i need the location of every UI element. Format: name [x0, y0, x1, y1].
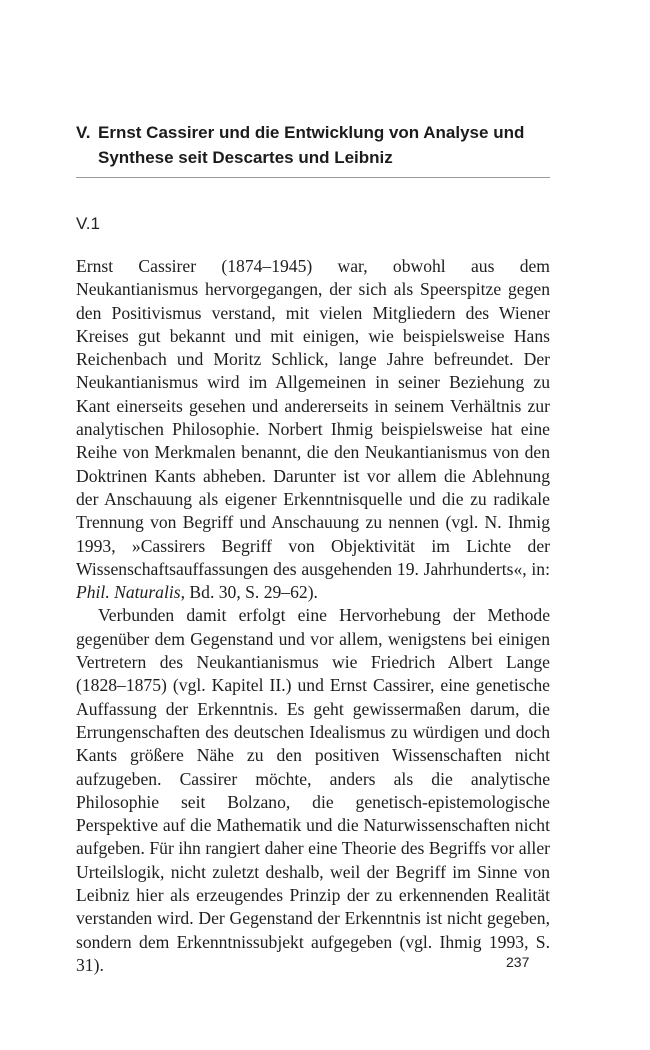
chapter-number: V.	[76, 123, 91, 142]
paragraph-1-citation-end: , Bd. 30, S. 29–62).	[180, 582, 318, 603]
body-text	[76, 255, 550, 977]
page-number: 237	[506, 954, 530, 970]
journal-title: Phil. Naturalis	[76, 582, 181, 603]
section-label: V.1	[76, 214, 100, 233]
chapter-title: Ernst Cassirer und die Entwicklung von Analyse und Synthese seit Descartes und Leibniz	[98, 123, 525, 167]
chapter-heading	[76, 120, 556, 170]
paragraph-1	[76, 255, 550, 604]
paragraph-2: Verbunden damit erfolgt eine Hervorhebung der Methode gegenüber dem Gegenstand und vor allem, wenigstens bei einigen Vertretern des Neukantianismus wie Friedrich Albert Lange (1828–1875) (vgl. Kapitel II.) und Ernst Cassirer, eine genetische Auffassung der Erkenntnis. Es geht gewissermaßen darum, die Errungenschaften des deutschen Idealismus zu würdigen und doch Kants größere Nähe zu den positiven Wissenschaften nicht aufzugeben. Cassirer möchte, anders als die analytische Philosophie seit Bolzano, die genetisch-epistemologische Perspektive auf die Mathematik und die Naturwissenschaften nicht aufgeben. Für ihn rangiert daher eine Theorie des Begriffs vor aller Urteilslogik, nicht zuletzt deshalb, weil der Begriff im Sinne von Leibniz hier als erzeugendes Prinzip der zu erkennenden Realität verstanden wird. Der Gegenstand der Erkenntnis ist nicht gegeben, sondern dem Erkenntnissubjekt aufgegeben (vgl. Ihmig 1993, S. 31).	[76, 605, 550, 975]
paragraph-1-text: Ernst Cassirer (1874–1945) war, obwohl aus dem Neukantianismus hervorgegangen, der sich als Speerspitze gegen den Positivismus verstand, mit vielen Mitgliedern des Wiener Kreises gut bekannt und mit einigen, wie beispielsweise Hans Reichenbach und Moritz Schlick, lange Jahre befreundet. Der Neukantianismus wird im Allgemeinen in seiner Beziehung zu Kant einerseits gesehen und andererseits in seinem Verhältnis zur analytischen Philosophie. Norbert Ihmig beispielsweise hat eine Reihe von Merkmalen benannt, die den Neukantianismus von den Doktrinen Kants abheben. Darunter ist vor allem die Ablehnung der Anschauung als eigener Erkenntnisquelle und die zu radikale Trennung von Begriff und Anschauung zu nennen (vgl. N. Ihmig 1993, »Cassirers Begriff von Objektivität im Lichte der Wissenschaftsauffassungen des ausgehenden 19. Jahrhunderts«, in:	[76, 256, 550, 579]
heading-divider	[76, 177, 550, 178]
